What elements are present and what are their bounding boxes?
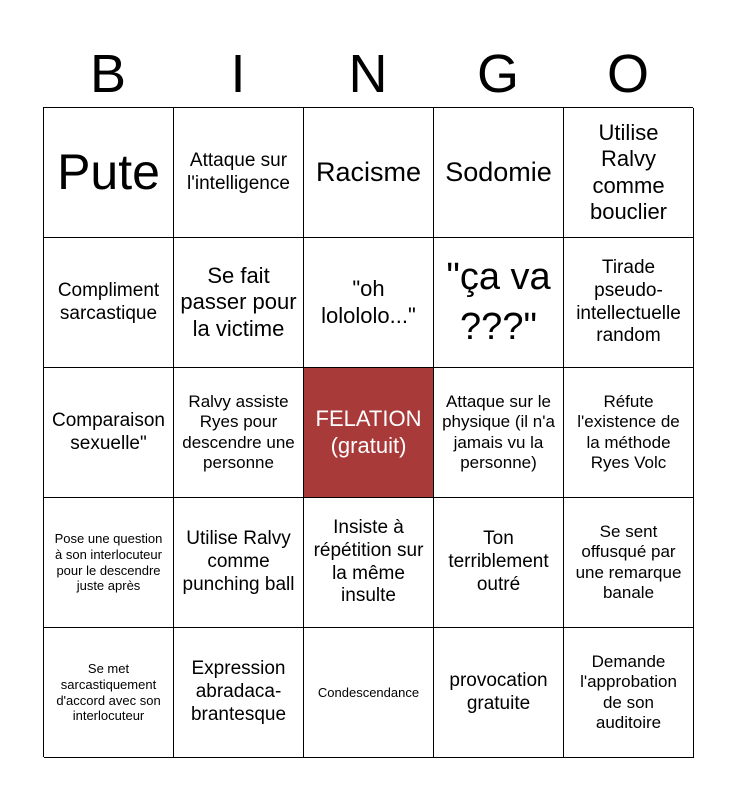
bingo-cell[interactable]: Pose une question à son interlocuteur pour le descendre juste après bbox=[44, 498, 174, 628]
header-letter-b: B bbox=[89, 44, 127, 104]
header-letter-o: O bbox=[606, 44, 649, 104]
header-letter-i: I bbox=[230, 44, 246, 104]
bingo-cell[interactable]: Compliment sarcastique bbox=[44, 238, 174, 368]
bingo-cell[interactable]: Ralvy assiste Ryes pour descendre une personne bbox=[174, 368, 304, 498]
free-space-cell[interactable]: FELATION (gratuit) bbox=[304, 368, 434, 498]
bingo-cell[interactable]: Attaque sur l'intelligence bbox=[174, 108, 304, 238]
bingo-cell[interactable]: Comparaison sexuelle" bbox=[44, 368, 174, 498]
bingo-cell[interactable]: Expression abradaca-brantesque bbox=[174, 628, 304, 758]
bingo-cell[interactable]: Utilise Ralvy comme bouclier bbox=[564, 108, 694, 238]
bingo-cell[interactable]: provocation gratuite bbox=[434, 628, 564, 758]
bingo-cell[interactable]: Utilise Ralvy comme punching ball bbox=[174, 498, 304, 628]
bingo-cell[interactable]: Insiste à répétition sur la même insulte bbox=[304, 498, 434, 628]
bingo-header bbox=[43, 40, 693, 108]
bingo-cell[interactable]: Ton terriblement outré bbox=[434, 498, 564, 628]
bingo-cell[interactable]: Se sent offusqué par une remarque banale bbox=[564, 498, 694, 628]
bingo-board bbox=[43, 107, 693, 757]
bingo-cell[interactable]: Racisme bbox=[304, 108, 434, 238]
bingo-cell[interactable]: Pute bbox=[44, 108, 174, 238]
bingo-cell[interactable]: Tirade pseudo-intellectuelle random bbox=[564, 238, 694, 368]
bingo-cell[interactable]: Se met sarcastiquement d'accord avec son interlocuteur bbox=[44, 628, 174, 758]
header-letter-g: G bbox=[476, 44, 519, 104]
bingo-cell[interactable]: "ça va ???" bbox=[434, 238, 564, 368]
bingo-cell[interactable]: Attaque sur le physique (il n'a jamais vu la personne) bbox=[434, 368, 564, 498]
bingo-cell[interactable]: "oh lolololo..." bbox=[304, 238, 434, 368]
bingo-cell[interactable]: Condescendance bbox=[304, 628, 434, 758]
bingo-cell[interactable]: Se fait passer pour la victime bbox=[174, 238, 304, 368]
header-letter-n: N bbox=[348, 44, 388, 104]
bingo-cell[interactable]: Réfute l'existence de la méthode Ryes Volc bbox=[564, 368, 694, 498]
bingo-cell[interactable]: Demande l'approbation de son auditoire bbox=[564, 628, 694, 758]
bingo-cell[interactable]: Sodomie bbox=[434, 108, 564, 238]
